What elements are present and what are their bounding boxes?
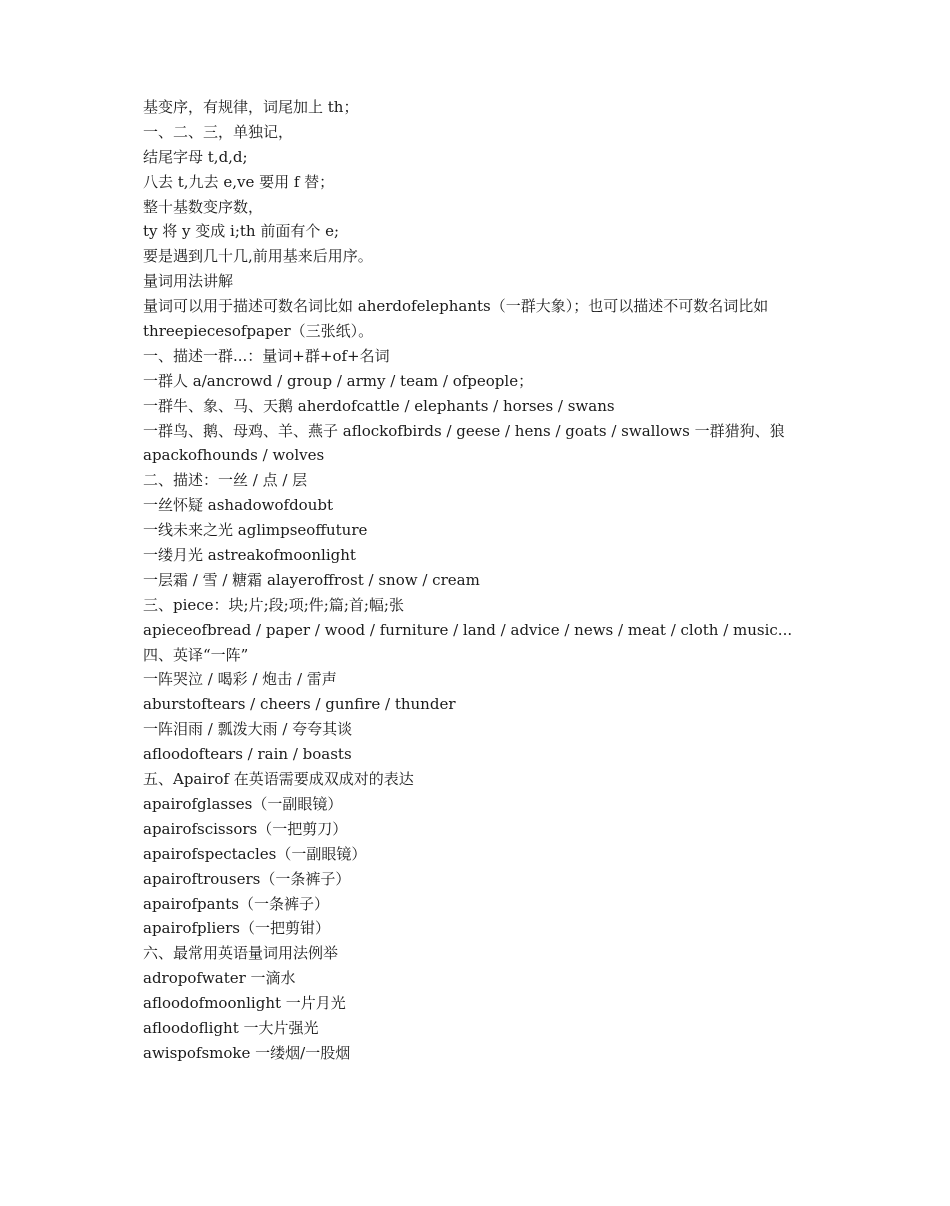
text-line: 一线未来之光 aglimpseoffuture: [143, 521, 368, 540]
text-line: apackofhounds / wolves: [143, 446, 325, 465]
text-line: apairoftrousers（一条裤子）: [143, 869, 351, 888]
text-line: ty 将 y 变成 i;th 前面有个 e;: [143, 222, 340, 241]
text-line: 结尾字母 t,d,d;: [143, 147, 248, 166]
text-line: apairofpliers（一把剪钳）: [143, 919, 330, 938]
text-line: 一群鸟、鹅、母鸡、羊、燕子 aflockofbirds / geese / hens / goats / swallows 一群猎狗、狼: [143, 421, 785, 440]
section-heading: 量词用法讲解: [143, 272, 234, 291]
document-body: [143, 95, 823, 1066]
text-line: 一丝怀疑 ashadowofdoubt: [143, 496, 333, 515]
section-heading: 五、Apairof 在英语需要成双成对的表达: [143, 770, 414, 789]
text-line: 要是遇到几十几,前用基来后用序。: [143, 247, 373, 266]
text-line: adropofwater 一滴水: [143, 969, 296, 988]
text-line: 一阵哭泣 / 喝彩 / 炮击 / 雷声: [143, 670, 337, 689]
text-line: 量词可以用于描述可数名词比如 aherdofelephants（一群大象）；也可以描述不可数名词比如: [143, 297, 769, 316]
text-line: threepiecesofpaper（三张纸）。: [143, 322, 374, 341]
text-line: 整十基数变序数，: [143, 197, 264, 216]
text-line: 八去 t,九去 e,ve 要用 f 替；: [143, 172, 335, 191]
section-heading: 四、英译“一阵”: [143, 645, 249, 664]
text-line: apairofscissors（一把剪刀）: [143, 819, 348, 838]
section-heading: 一、描述一群...：量词+群+of+名词: [143, 346, 390, 365]
text-line: 一群牛、象、马、天鹅 aherdofcattle / elephants / horses / swans: [143, 396, 615, 415]
text-line: apairofpants（一条裤子）: [143, 894, 329, 913]
text-line: apairofspectacles（一副眼镜）: [143, 844, 367, 863]
text-line: aburstoftears / cheers / gunfire / thunder: [143, 695, 456, 714]
section-heading: 六、最常用英语量词用法例举: [143, 944, 339, 963]
text-line: 基变序，有规律，词尾加上 th；: [143, 98, 359, 116]
section-heading: 二、描述：一丝 / 点 / 层: [143, 471, 308, 490]
text-line: apieceofbread / paper / wood / furniture / land / advice / news / meat / cloth / music...: [143, 620, 793, 639]
text-line: awispofsmoke 一缕烟/一股烟: [143, 1043, 351, 1062]
text-line: afloodofmoonlight 一片月光: [143, 994, 346, 1013]
text-line: 一、二、三，单独记，: [143, 122, 294, 141]
text-line: 一缕月光 astreakofmoonlight: [143, 546, 356, 565]
text-line: apairofglasses（一副眼镜）: [143, 794, 343, 813]
text-line: 一层霜 / 雪 / 糖霜 alayeroffrost / snow / cream: [143, 570, 480, 589]
text-line: 一群人 a/ancrowd / group / army / team / ofpeople；: [143, 371, 534, 390]
text-line: afloodoflight 一大片强光: [143, 1018, 319, 1037]
text-line: 一阵泪雨 / 瓢泼大雨 / 夸夸其谈: [143, 720, 353, 739]
text-line: afloodoftears / rain / boasts: [143, 745, 352, 764]
section-heading: 三、piece：块;片;段;项;件;篇;首;幅;张: [143, 595, 404, 614]
